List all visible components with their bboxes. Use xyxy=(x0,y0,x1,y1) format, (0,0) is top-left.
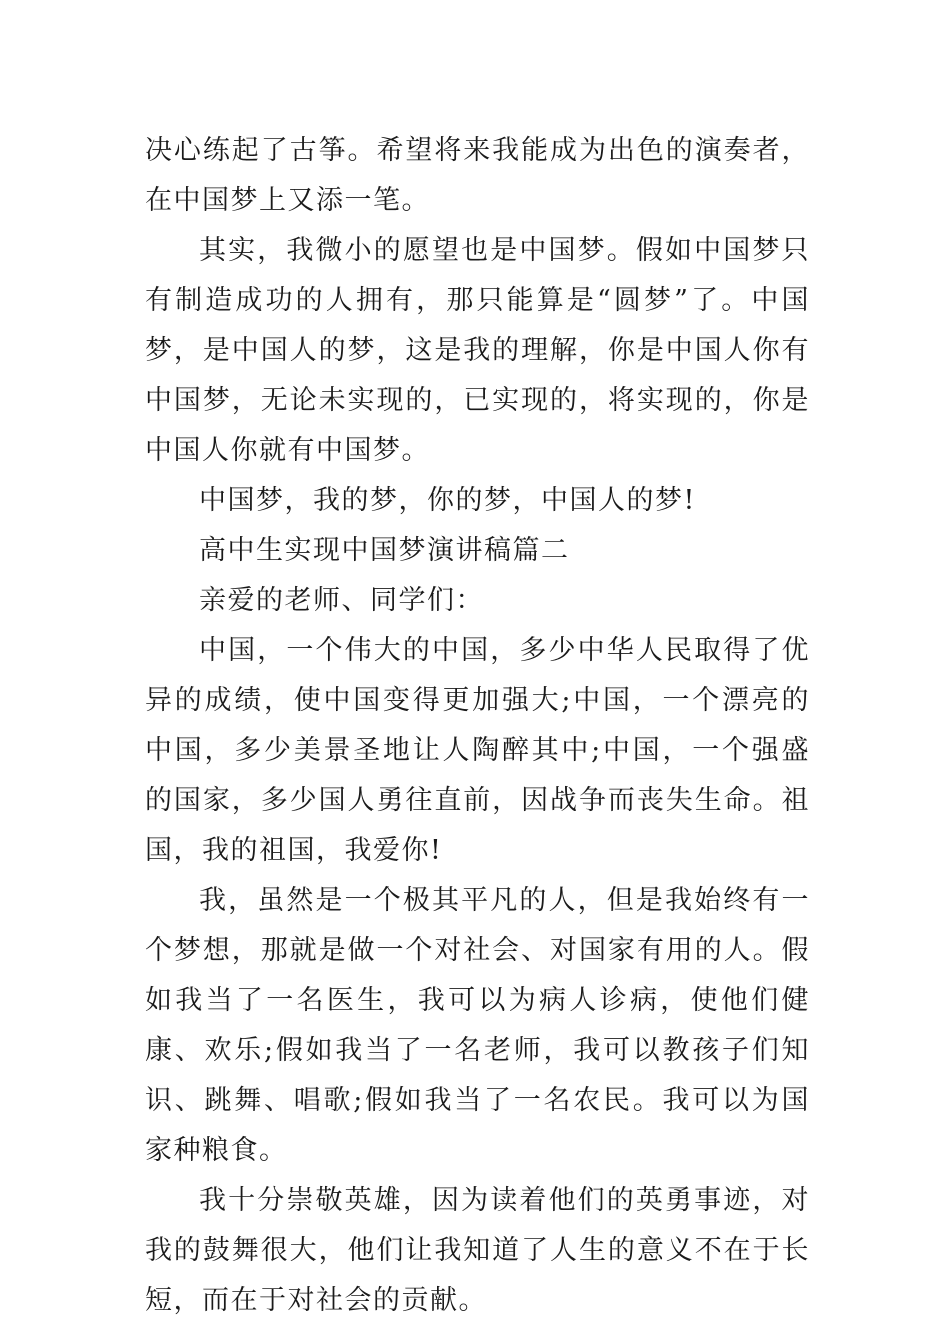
paragraph-slogan: 中国梦，我的梦，你的梦，中国人的梦! xyxy=(199,485,696,516)
paragraph-my-dream: 我，虽然是一个极其平凡的人，但是我始终有一个梦想，那就是做一个对社会、对国家有用的人。假如我当了一名医生，我可以为病人诊病，使他们健康、欢乐;假如我当了一名老师，我可以教孩子们知识、跳舞、唱歌;假如我当了一名农民。我可以为国家种粮食。 xyxy=(145,885,810,1166)
paragraph-chinese-dream: 其实，我微小的愿望也是中国梦。假如中国梦只有制造成功的人拥有，那只能算是“圆梦”了。中国梦，是中国人的梦，这是我的理解，你是中国人你有中国梦，无论未实现的，已实现的，将实现的，你是中国人你就有中国梦。 xyxy=(145,235,810,466)
section-heading: 高中生实现中国梦演讲稿篇二 xyxy=(199,535,570,566)
document-body xyxy=(145,126,810,1326)
paragraph-heroes: 我十分崇敬英雄，因为读着他们的英勇事迹，对我的鼓舞很大，他们让我知道了人生的意义不在于长短，而在于对社会的贡献。 xyxy=(145,1185,810,1316)
salutation: 亲爱的老师、同学们： xyxy=(199,585,484,616)
paragraph-great-china: 中国，一个伟大的中国，多少中华人民取得了优异的成绩，使中国变得更加强大;中国，一个漂亮的中国，多少美景圣地让人陶醉其中;中国，一个强盛的国家，多少国人勇往直前，因战争而丧失生命。祖国，我的祖国，我爱你! xyxy=(145,635,810,866)
paragraph-continuation: 决心练起了古筝。希望将来我能成为出色的演奏者，在中国梦上又添一笔。 xyxy=(145,135,810,216)
